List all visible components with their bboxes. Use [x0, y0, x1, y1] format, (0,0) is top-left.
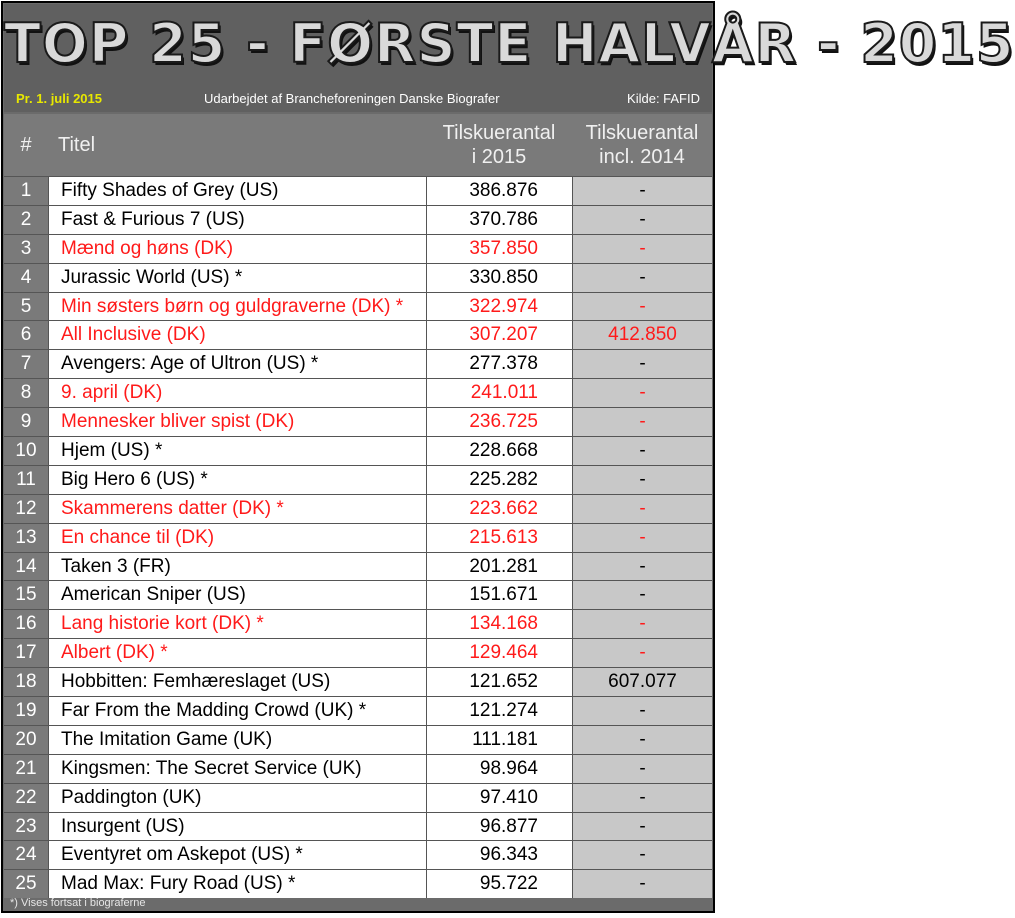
rank-cell: 12: [4, 495, 48, 523]
title-cell: Mænd og høns (DK): [48, 235, 426, 263]
header-incl-2014: [572, 114, 712, 176]
title-cell: Albert (DK) *: [48, 639, 426, 667]
admissions-incl-2014-cell: -: [572, 350, 712, 378]
rank-cell: 4: [4, 264, 48, 292]
title-cell: Hjem (US) *: [48, 437, 426, 465]
date-label: Pr. 1. juli 2015: [16, 91, 102, 106]
admissions-incl-2014-cell: -: [572, 639, 712, 667]
table-row: [4, 609, 712, 638]
admissions-incl-2014-cell: -: [572, 293, 712, 321]
title-cell: Fifty Shades of Grey (US): [48, 177, 426, 205]
rank-cell: 10: [4, 437, 48, 465]
admissions-2015-cell: 357.850: [426, 235, 572, 263]
header: [4, 4, 1015, 112]
admissions-incl-2014-cell: -: [572, 697, 712, 725]
title-cell: Insurgent (US): [48, 813, 426, 841]
admissions-2015-cell: 98.964: [426, 755, 572, 783]
title-cell: Far From the Madding Crowd (UK) *: [48, 697, 426, 725]
author-label: Udarbejdet af Brancheforeningen Danske Biografer: [204, 91, 500, 106]
admissions-2015-cell: 241.011: [426, 379, 572, 407]
table-row: [4, 407, 712, 436]
title-cell: Skammerens datter (DK) *: [48, 495, 426, 523]
header-title: Titel: [58, 134, 96, 156]
table-row: [4, 263, 712, 292]
table-row: [4, 205, 712, 234]
rank-cell: 13: [4, 524, 48, 552]
admissions-2015-cell: 121.652: [426, 668, 572, 696]
admissions-2015-cell: 330.850: [426, 264, 572, 292]
table-body: [4, 176, 712, 898]
admissions-incl-2014-cell: -: [572, 755, 712, 783]
table-row: [4, 234, 712, 263]
table-row: [4, 378, 712, 407]
admissions-incl-2014-cell: -: [572, 726, 712, 754]
admissions-incl-2014-cell: -: [572, 524, 712, 552]
header-2015-line2: i 2015: [471, 146, 527, 168]
table-row: [4, 176, 712, 205]
table-row: [4, 552, 712, 581]
title-cell: All Inclusive (DK): [48, 321, 426, 349]
admissions-incl-2014-cell: -: [572, 235, 712, 263]
rank-cell: 21: [4, 755, 48, 783]
rank-cell: 22: [4, 784, 48, 812]
header-2015-line1: Tilskuerantal: [442, 122, 556, 144]
admissions-incl-2014-cell: -: [572, 581, 712, 609]
title-cell: Lang historie kort (DK) *: [48, 610, 426, 638]
header-incl-line1: Tilskuerantal: [585, 122, 699, 144]
title-cell: Taken 3 (FR): [48, 553, 426, 581]
admissions-2015-cell: 223.662: [426, 495, 572, 523]
rank-cell: 19: [4, 697, 48, 725]
rank-cell: 3: [4, 235, 48, 263]
admissions-incl-2014-cell: 412.850: [572, 321, 712, 349]
table-row: [4, 840, 712, 869]
rank-cell: 11: [4, 466, 48, 494]
admissions-2015-cell: 386.876: [426, 177, 572, 205]
title-cell: 9. april (DK): [48, 379, 426, 407]
table-row: [4, 754, 712, 783]
admissions-2015-cell: 370.786: [426, 206, 572, 234]
table-row: [4, 349, 712, 378]
admissions-2015-cell: 228.668: [426, 437, 572, 465]
title-cell: En chance til (DK): [48, 524, 426, 552]
admissions-2015-cell: 129.464: [426, 639, 572, 667]
admissions-2015-cell: 215.613: [426, 524, 572, 552]
admissions-2015-cell: 151.671: [426, 581, 572, 609]
table-row: [4, 725, 712, 754]
table-row: [4, 667, 712, 696]
admissions-2015-cell: 236.725: [426, 408, 572, 436]
admissions-2015-cell: 97.410: [426, 784, 572, 812]
rank-cell: 2: [4, 206, 48, 234]
rank-cell: 24: [4, 841, 48, 869]
admissions-2015-cell: 96.877: [426, 813, 572, 841]
admissions-incl-2014-cell: -: [572, 813, 712, 841]
admissions-incl-2014-cell: -: [572, 177, 712, 205]
admissions-2015-cell: 225.282: [426, 466, 572, 494]
ranking-table: [4, 114, 712, 898]
header-2015: [426, 114, 572, 176]
admissions-2015-cell: 96.343: [426, 841, 572, 869]
rank-cell: 25: [4, 870, 48, 898]
page-title: TOP 25 - FØRSTE HALVÅR - 2015: [4, 12, 1015, 75]
rank-cell: 14: [4, 553, 48, 581]
title-cell: Eventyret om Askepot (US) *: [48, 841, 426, 869]
title-cell: The Imitation Game (UK): [48, 726, 426, 754]
rank-cell: 8: [4, 379, 48, 407]
title-cell: Min søsters børn og guldgraverne (DK) *: [48, 293, 426, 321]
rank-cell: 23: [4, 813, 48, 841]
table-row: [4, 580, 712, 609]
title-cell: Mad Max: Fury Road (US) *: [48, 870, 426, 898]
title-cell: Kingsmen: The Secret Service (UK): [48, 755, 426, 783]
rank-cell: 17: [4, 639, 48, 667]
table-header: [4, 114, 712, 176]
source-label: Kilde: FAFID: [627, 91, 700, 106]
rank-cell: 1: [4, 177, 48, 205]
table-row: [4, 494, 712, 523]
admissions-incl-2014-cell: -: [572, 784, 712, 812]
table-row: [4, 320, 712, 349]
admissions-incl-2014-cell: -: [572, 466, 712, 494]
admissions-incl-2014-cell: -: [572, 206, 712, 234]
footnote: *) Vises fortsat i biograferne: [10, 897, 146, 909]
admissions-2015-cell: 95.722: [426, 870, 572, 898]
table-row: [4, 436, 712, 465]
admissions-2015-cell: 134.168: [426, 610, 572, 638]
admissions-incl-2014-cell: -: [572, 408, 712, 436]
title-cell: Mennesker bliver spist (DK): [48, 408, 426, 436]
rank-cell: 9: [4, 408, 48, 436]
rank-cell: 5: [4, 293, 48, 321]
title-cell: Big Hero 6 (US) *: [48, 466, 426, 494]
header-incl-line2: incl. 2014: [599, 146, 685, 168]
table-row: [4, 292, 712, 321]
admissions-2015-cell: 322.974: [426, 293, 572, 321]
table-row: [4, 812, 712, 841]
admissions-incl-2014-cell: -: [572, 495, 712, 523]
rank-cell: 18: [4, 668, 48, 696]
title-cell: Jurassic World (US) *: [48, 264, 426, 292]
admissions-incl-2014-cell: -: [572, 264, 712, 292]
admissions-incl-2014-cell: 607.077: [572, 668, 712, 696]
title-cell: Fast & Furious 7 (US): [48, 206, 426, 234]
rank-cell: 7: [4, 350, 48, 378]
admissions-2015-cell: 111.181: [426, 726, 572, 754]
table-row: [4, 869, 712, 898]
title-cell: Hobbitten: Femhæreslaget (US): [48, 668, 426, 696]
table-row: [4, 696, 712, 725]
admissions-incl-2014-cell: -: [572, 553, 712, 581]
rank-cell: 20: [4, 726, 48, 754]
title-cell: Avengers: Age of Ultron (US) *: [48, 350, 426, 378]
title-cell: American Sniper (US): [48, 581, 426, 609]
admissions-incl-2014-cell: -: [572, 870, 712, 898]
table-row: [4, 465, 712, 494]
admissions-2015-cell: 121.274: [426, 697, 572, 725]
admissions-2015-cell: 201.281: [426, 553, 572, 581]
admissions-2015-cell: 307.207: [426, 321, 572, 349]
rank-cell: 15: [4, 581, 48, 609]
title-cell: Paddington (UK): [48, 784, 426, 812]
rank-cell: 6: [4, 321, 48, 349]
rank-cell: 16: [4, 610, 48, 638]
admissions-incl-2014-cell: -: [572, 379, 712, 407]
admissions-2015-cell: 277.378: [426, 350, 572, 378]
table-row: [4, 783, 712, 812]
header-num: #: [20, 134, 32, 156]
admissions-incl-2014-cell: -: [572, 610, 712, 638]
table-row: [4, 638, 712, 667]
table-row: [4, 523, 712, 552]
admissions-incl-2014-cell: -: [572, 841, 712, 869]
admissions-incl-2014-cell: -: [572, 437, 712, 465]
